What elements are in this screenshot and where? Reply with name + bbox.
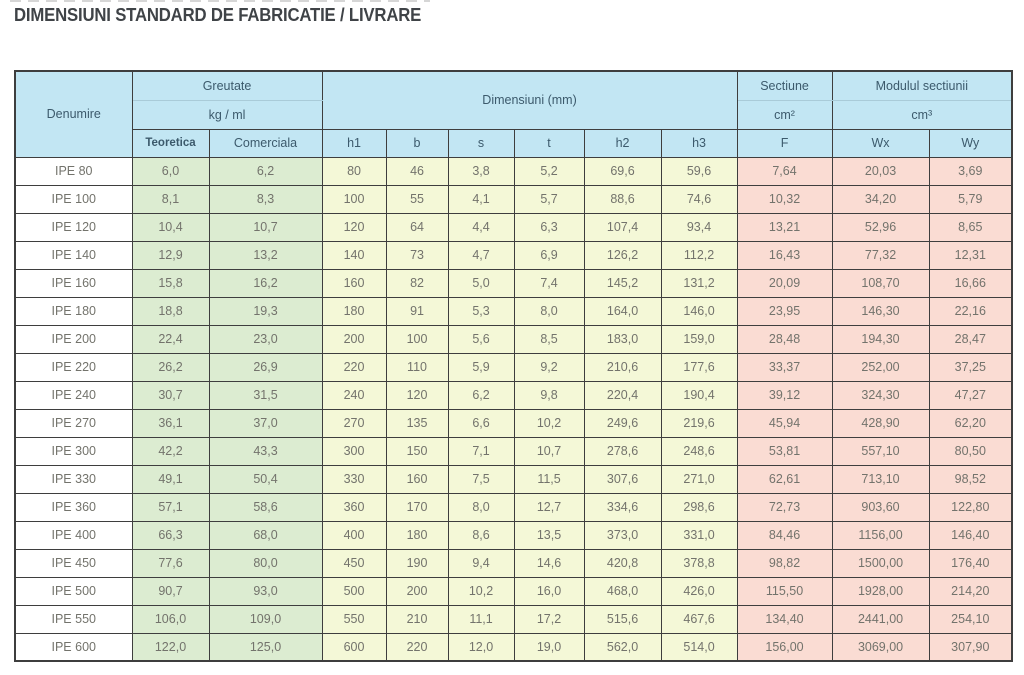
data-cell: 13,2 bbox=[209, 241, 322, 269]
table-row bbox=[15, 437, 1012, 465]
table-row bbox=[15, 633, 1012, 661]
data-cell: 5,0 bbox=[448, 269, 514, 297]
data-cell: 11,5 bbox=[514, 465, 584, 493]
data-cell: 156,00 bbox=[737, 633, 832, 661]
data-cell: 68,0 bbox=[209, 521, 322, 549]
data-cell: 107,4 bbox=[584, 213, 661, 241]
data-cell: 562,0 bbox=[584, 633, 661, 661]
data-cell: 115,50 bbox=[737, 577, 832, 605]
data-cell: 6,3 bbox=[514, 213, 584, 241]
row-label-cell: IPE 240 bbox=[15, 381, 132, 409]
data-cell: 16,2 bbox=[209, 269, 322, 297]
data-cell: 93,0 bbox=[209, 577, 322, 605]
data-cell: 4,1 bbox=[448, 185, 514, 213]
col-header-wy: Wy bbox=[929, 129, 1012, 157]
row-label-cell: IPE 270 bbox=[15, 409, 132, 437]
table-row bbox=[15, 381, 1012, 409]
data-cell: 170 bbox=[386, 493, 448, 521]
data-cell: 420,8 bbox=[584, 549, 661, 577]
data-cell: 62,20 bbox=[929, 409, 1012, 437]
col-group-sectiune: Sectiune bbox=[737, 71, 832, 100]
data-cell: 80,0 bbox=[209, 549, 322, 577]
data-cell: 120 bbox=[322, 213, 386, 241]
data-cell: 8,0 bbox=[448, 493, 514, 521]
data-cell: 249,6 bbox=[584, 409, 661, 437]
col-header-s: s bbox=[448, 129, 514, 157]
data-cell: 80 bbox=[322, 157, 386, 185]
data-cell: 88,6 bbox=[584, 185, 661, 213]
data-cell: 515,6 bbox=[584, 605, 661, 633]
data-cell: 8,3 bbox=[209, 185, 322, 213]
data-cell: 12,9 bbox=[132, 241, 209, 269]
data-cell: 278,6 bbox=[584, 437, 661, 465]
col-header-denumire: Denumire bbox=[15, 71, 132, 157]
data-cell: 98,52 bbox=[929, 465, 1012, 493]
col-header-h1: h1 bbox=[322, 129, 386, 157]
data-cell: 108,70 bbox=[832, 269, 929, 297]
data-cell: 126,2 bbox=[584, 241, 661, 269]
data-cell: 16,66 bbox=[929, 269, 1012, 297]
row-label-cell: IPE 330 bbox=[15, 465, 132, 493]
data-cell: 16,43 bbox=[737, 241, 832, 269]
table-body bbox=[15, 157, 1012, 661]
data-cell: 23,0 bbox=[209, 325, 322, 353]
data-cell: 77,6 bbox=[132, 549, 209, 577]
data-cell: 13,21 bbox=[737, 213, 832, 241]
data-cell: 5,3 bbox=[448, 297, 514, 325]
data-cell: 31,5 bbox=[209, 381, 322, 409]
data-cell: 10,7 bbox=[514, 437, 584, 465]
data-cell: 190,4 bbox=[661, 381, 737, 409]
data-cell: 1928,00 bbox=[832, 577, 929, 605]
ipe-dimensions-table bbox=[14, 70, 1013, 662]
data-cell: 1156,00 bbox=[832, 521, 929, 549]
data-cell: 122,0 bbox=[132, 633, 209, 661]
header-row-columns bbox=[15, 129, 1012, 157]
data-cell: 6,6 bbox=[448, 409, 514, 437]
data-cell: 90,7 bbox=[132, 577, 209, 605]
data-cell: 2441,00 bbox=[832, 605, 929, 633]
data-cell: 8,5 bbox=[514, 325, 584, 353]
data-cell: 135 bbox=[386, 409, 448, 437]
table-row bbox=[15, 185, 1012, 213]
data-cell: 98,82 bbox=[737, 549, 832, 577]
data-cell: 19,3 bbox=[209, 297, 322, 325]
data-cell: 6,2 bbox=[448, 381, 514, 409]
data-cell: 8,0 bbox=[514, 297, 584, 325]
data-cell: 194,30 bbox=[832, 325, 929, 353]
data-cell: 6,9 bbox=[514, 241, 584, 269]
data-cell: 7,4 bbox=[514, 269, 584, 297]
data-cell: 131,2 bbox=[661, 269, 737, 297]
data-cell: 467,6 bbox=[661, 605, 737, 633]
data-cell: 36,1 bbox=[132, 409, 209, 437]
data-cell: 19,0 bbox=[514, 633, 584, 661]
row-label-cell: IPE 180 bbox=[15, 297, 132, 325]
data-cell: 500 bbox=[322, 577, 386, 605]
data-cell: 74,6 bbox=[661, 185, 737, 213]
data-cell: 146,0 bbox=[661, 297, 737, 325]
data-cell: 3,69 bbox=[929, 157, 1012, 185]
data-cell: 331,0 bbox=[661, 521, 737, 549]
data-cell: 160 bbox=[322, 269, 386, 297]
table-row bbox=[15, 465, 1012, 493]
data-cell: 34,20 bbox=[832, 185, 929, 213]
data-cell: 77,32 bbox=[832, 241, 929, 269]
data-cell: 210 bbox=[386, 605, 448, 633]
col-header-t: t bbox=[514, 129, 584, 157]
data-cell: 7,1 bbox=[448, 437, 514, 465]
data-cell: 33,37 bbox=[737, 353, 832, 381]
data-cell: 50,4 bbox=[209, 465, 322, 493]
col-header-h3: h3 bbox=[661, 129, 737, 157]
data-cell: 109,0 bbox=[209, 605, 322, 633]
data-cell: 66,3 bbox=[132, 521, 209, 549]
data-cell: 5,79 bbox=[929, 185, 1012, 213]
data-cell: 514,0 bbox=[661, 633, 737, 661]
data-cell: 20,03 bbox=[832, 157, 929, 185]
table-row bbox=[15, 549, 1012, 577]
data-cell: 110 bbox=[386, 353, 448, 381]
data-cell: 14,6 bbox=[514, 549, 584, 577]
data-cell: 146,30 bbox=[832, 297, 929, 325]
row-label-cell: IPE 100 bbox=[15, 185, 132, 213]
table-row bbox=[15, 241, 1012, 269]
unit-greutate: kg / ml bbox=[132, 100, 322, 129]
data-cell: 8,6 bbox=[448, 521, 514, 549]
data-cell: 324,30 bbox=[832, 381, 929, 409]
data-cell: 80,50 bbox=[929, 437, 1012, 465]
data-cell: 57,1 bbox=[132, 493, 209, 521]
col-header-wx: Wx bbox=[832, 129, 929, 157]
header-row-groups bbox=[15, 71, 1012, 100]
table-row bbox=[15, 521, 1012, 549]
table-row bbox=[15, 409, 1012, 437]
data-cell: 6,0 bbox=[132, 157, 209, 185]
data-cell: 219,6 bbox=[661, 409, 737, 437]
data-cell: 10,4 bbox=[132, 213, 209, 241]
data-cell: 134,40 bbox=[737, 605, 832, 633]
row-label-cell: IPE 140 bbox=[15, 241, 132, 269]
table-row bbox=[15, 269, 1012, 297]
data-cell: 12,31 bbox=[929, 241, 1012, 269]
row-label-cell: IPE 160 bbox=[15, 269, 132, 297]
col-header-f: F bbox=[737, 129, 832, 157]
data-cell: 164,0 bbox=[584, 297, 661, 325]
data-cell: 150 bbox=[386, 437, 448, 465]
data-cell: 176,40 bbox=[929, 549, 1012, 577]
unit-modulul: cm³ bbox=[832, 100, 1012, 129]
data-cell: 4,7 bbox=[448, 241, 514, 269]
data-cell: 8,65 bbox=[929, 213, 1012, 241]
data-cell: 9,4 bbox=[448, 549, 514, 577]
data-cell: 106,0 bbox=[132, 605, 209, 633]
data-cell: 64 bbox=[386, 213, 448, 241]
data-cell: 17,2 bbox=[514, 605, 584, 633]
col-group-dimensiuni: Dimensiuni (mm) bbox=[322, 71, 737, 129]
data-cell: 22,16 bbox=[929, 297, 1012, 325]
data-cell: 84,46 bbox=[737, 521, 832, 549]
data-cell: 180 bbox=[386, 521, 448, 549]
data-cell: 334,6 bbox=[584, 493, 661, 521]
unit-sectiune: cm² bbox=[737, 100, 832, 129]
data-cell: 42,2 bbox=[132, 437, 209, 465]
data-cell: 10,32 bbox=[737, 185, 832, 213]
data-cell: 270 bbox=[322, 409, 386, 437]
row-label-cell: IPE 220 bbox=[15, 353, 132, 381]
col-header-comerciala: Comerciala bbox=[209, 129, 322, 157]
col-header-teoretica: Teoretica bbox=[132, 129, 209, 157]
data-cell: 400 bbox=[322, 521, 386, 549]
data-cell: 37,25 bbox=[929, 353, 1012, 381]
row-label-cell: IPE 360 bbox=[15, 493, 132, 521]
data-cell: 140 bbox=[322, 241, 386, 269]
data-cell: 210,6 bbox=[584, 353, 661, 381]
table-row bbox=[15, 297, 1012, 325]
data-cell: 557,10 bbox=[832, 437, 929, 465]
row-label-cell: IPE 120 bbox=[15, 213, 132, 241]
data-cell: 3,8 bbox=[448, 157, 514, 185]
table-row bbox=[15, 493, 1012, 521]
data-cell: 93,4 bbox=[661, 213, 737, 241]
col-header-b: b bbox=[386, 129, 448, 157]
data-cell: 28,47 bbox=[929, 325, 1012, 353]
data-cell: 307,90 bbox=[929, 633, 1012, 661]
table-row bbox=[15, 325, 1012, 353]
data-cell: 72,73 bbox=[737, 493, 832, 521]
data-cell: 240 bbox=[322, 381, 386, 409]
data-cell: 550 bbox=[322, 605, 386, 633]
data-cell: 145,2 bbox=[584, 269, 661, 297]
cropped-text-top-edge bbox=[10, 0, 430, 2]
data-cell: 30,7 bbox=[132, 381, 209, 409]
data-cell: 5,2 bbox=[514, 157, 584, 185]
data-cell: 146,40 bbox=[929, 521, 1012, 549]
data-cell: 10,2 bbox=[448, 577, 514, 605]
data-cell: 360 bbox=[322, 493, 386, 521]
data-cell: 100 bbox=[386, 325, 448, 353]
data-cell: 10,2 bbox=[514, 409, 584, 437]
data-cell: 200 bbox=[322, 325, 386, 353]
data-cell: 159,0 bbox=[661, 325, 737, 353]
row-label-cell: IPE 80 bbox=[15, 157, 132, 185]
data-cell: 600 bbox=[322, 633, 386, 661]
data-cell: 373,0 bbox=[584, 521, 661, 549]
data-cell: 9,2 bbox=[514, 353, 584, 381]
data-cell: 254,10 bbox=[929, 605, 1012, 633]
data-cell: 26,9 bbox=[209, 353, 322, 381]
data-cell: 12,7 bbox=[514, 493, 584, 521]
data-cell: 220 bbox=[322, 353, 386, 381]
data-cell: 271,0 bbox=[661, 465, 737, 493]
data-cell: 125,0 bbox=[209, 633, 322, 661]
data-cell: 1500,00 bbox=[832, 549, 929, 577]
data-cell: 220,4 bbox=[584, 381, 661, 409]
row-label-cell: IPE 300 bbox=[15, 437, 132, 465]
data-cell: 307,6 bbox=[584, 465, 661, 493]
row-label-cell: IPE 200 bbox=[15, 325, 132, 353]
data-cell: 58,6 bbox=[209, 493, 322, 521]
table-row bbox=[15, 157, 1012, 185]
data-cell: 28,48 bbox=[737, 325, 832, 353]
row-label-cell: IPE 450 bbox=[15, 549, 132, 577]
data-cell: 5,6 bbox=[448, 325, 514, 353]
data-cell: 53,81 bbox=[737, 437, 832, 465]
data-cell: 15,8 bbox=[132, 269, 209, 297]
data-cell: 468,0 bbox=[584, 577, 661, 605]
data-cell: 4,4 bbox=[448, 213, 514, 241]
data-cell: 9,8 bbox=[514, 381, 584, 409]
table-row bbox=[15, 353, 1012, 381]
data-cell: 26,2 bbox=[132, 353, 209, 381]
data-cell: 73 bbox=[386, 241, 448, 269]
data-cell: 5,7 bbox=[514, 185, 584, 213]
row-label-cell: IPE 500 bbox=[15, 577, 132, 605]
data-cell: 177,6 bbox=[661, 353, 737, 381]
data-cell: 7,5 bbox=[448, 465, 514, 493]
table-row bbox=[15, 213, 1012, 241]
data-cell: 120 bbox=[386, 381, 448, 409]
data-cell: 3069,00 bbox=[832, 633, 929, 661]
data-cell: 11,1 bbox=[448, 605, 514, 633]
data-cell: 428,90 bbox=[832, 409, 929, 437]
table-row bbox=[15, 605, 1012, 633]
data-cell: 7,64 bbox=[737, 157, 832, 185]
data-cell: 330 bbox=[322, 465, 386, 493]
data-cell: 46 bbox=[386, 157, 448, 185]
data-cell: 13,5 bbox=[514, 521, 584, 549]
col-group-modulul: Modulul sectiunii bbox=[832, 71, 1012, 100]
row-label-cell: IPE 400 bbox=[15, 521, 132, 549]
col-header-h2: h2 bbox=[584, 129, 661, 157]
data-cell: 59,6 bbox=[661, 157, 737, 185]
page-title: DIMENSIUNI STANDARD DE FABRICATIE / LIVRARE bbox=[14, 5, 422, 25]
data-cell: 43,3 bbox=[209, 437, 322, 465]
data-cell: 112,2 bbox=[661, 241, 737, 269]
data-cell: 52,96 bbox=[832, 213, 929, 241]
data-cell: 18,8 bbox=[132, 297, 209, 325]
data-cell: 5,9 bbox=[448, 353, 514, 381]
row-label-cell: IPE 550 bbox=[15, 605, 132, 633]
col-group-greutate: Greutate bbox=[132, 71, 322, 100]
data-cell: 69,6 bbox=[584, 157, 661, 185]
data-cell: 160 bbox=[386, 465, 448, 493]
data-cell: 450 bbox=[322, 549, 386, 577]
data-cell: 20,09 bbox=[737, 269, 832, 297]
data-cell: 183,0 bbox=[584, 325, 661, 353]
data-cell: 22,4 bbox=[132, 325, 209, 353]
data-cell: 6,2 bbox=[209, 157, 322, 185]
data-cell: 100 bbox=[322, 185, 386, 213]
data-cell: 252,00 bbox=[832, 353, 929, 381]
data-cell: 45,94 bbox=[737, 409, 832, 437]
data-cell: 180 bbox=[322, 297, 386, 325]
data-cell: 16,0 bbox=[514, 577, 584, 605]
data-cell: 214,20 bbox=[929, 577, 1012, 605]
data-cell: 91 bbox=[386, 297, 448, 325]
data-cell: 298,6 bbox=[661, 493, 737, 521]
data-cell: 47,27 bbox=[929, 381, 1012, 409]
data-cell: 82 bbox=[386, 269, 448, 297]
data-cell: 248,6 bbox=[661, 437, 737, 465]
data-cell: 23,95 bbox=[737, 297, 832, 325]
data-cell: 300 bbox=[322, 437, 386, 465]
data-cell: 378,8 bbox=[661, 549, 737, 577]
data-cell: 39,12 bbox=[737, 381, 832, 409]
data-cell: 426,0 bbox=[661, 577, 737, 605]
data-cell: 190 bbox=[386, 549, 448, 577]
data-cell: 12,0 bbox=[448, 633, 514, 661]
data-cell: 200 bbox=[386, 577, 448, 605]
data-cell: 122,80 bbox=[929, 493, 1012, 521]
data-cell: 37,0 bbox=[209, 409, 322, 437]
data-cell: 62,61 bbox=[737, 465, 832, 493]
data-cell: 903,60 bbox=[832, 493, 929, 521]
table-row bbox=[15, 577, 1012, 605]
data-cell: 8,1 bbox=[132, 185, 209, 213]
data-cell: 713,10 bbox=[832, 465, 929, 493]
table-header bbox=[15, 71, 1012, 157]
row-label-cell: IPE 600 bbox=[15, 633, 132, 661]
data-cell: 220 bbox=[386, 633, 448, 661]
data-cell: 10,7 bbox=[209, 213, 322, 241]
data-cell: 49,1 bbox=[132, 465, 209, 493]
data-cell: 55 bbox=[386, 185, 448, 213]
